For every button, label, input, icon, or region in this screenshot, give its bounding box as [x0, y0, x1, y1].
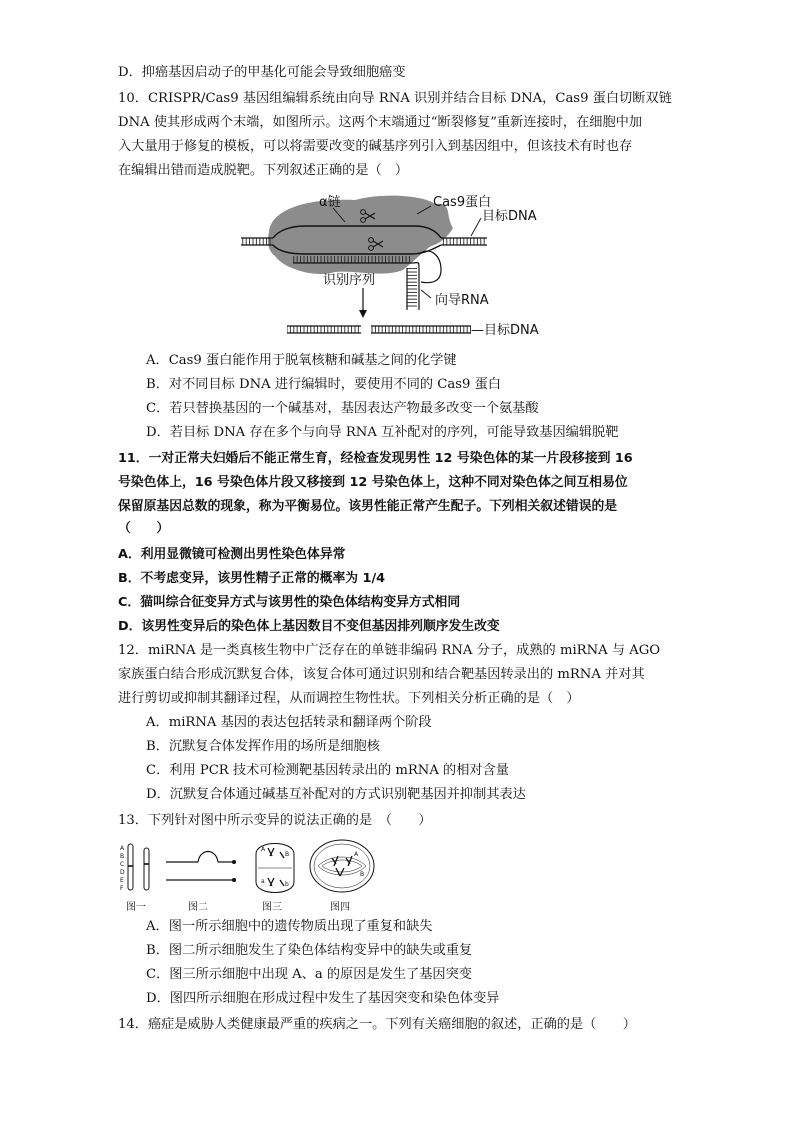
q13-option-a: A．图一所示细胞中的遗传物质出现了重复和缺失	[146, 919, 433, 934]
fig1-gene-b: B	[120, 853, 125, 860]
figure-4-cell	[310, 840, 374, 892]
fig1-gene-c: C	[120, 861, 125, 868]
label-target-dna-bottom: —目标DNA	[471, 323, 539, 338]
q11-stem-line-3: 保留原基因总数的现象，称为平衡易位。该男性能正常产生配子。下列相关叙述错误的是	[118, 499, 618, 514]
fig4-gene-a: A	[354, 851, 359, 858]
q12-option-b: B．沉默复合体发挥作用的场所是细胞核	[146, 739, 380, 754]
q12-stem-line-1: 12．miRNA 是一类真核生物中广泛存在的单链非编码 RNA 分子，成熟的 miRNA 与 AGO	[118, 643, 661, 658]
q10-option-b: B．对不同目标 DNA 进行编辑时，要使用不同的 Cas9 蛋白	[146, 377, 501, 392]
label-recognition-seq: 识别序列	[323, 273, 376, 288]
q12-stem-line-3: 进行剪切或抑制其翻译过程，从而调控生物性状。下列相关分析正确的是（ ）	[118, 691, 580, 706]
q11-stem-line-2: 号染色体上，16 号染色体片段又移接到 12 号染色体上，这种不同对染色体之间互相易位	[118, 475, 628, 490]
q13-option-d: D．图四所示细胞在形成过程中发生了基因突变和染色体变异	[146, 991, 500, 1006]
fig1-gene-e: E	[120, 877, 124, 884]
figure-2-caption: 图二	[188, 902, 208, 913]
q12-stem-line-2: 家族蛋白结合形成沉默复合体，该复合体可通过识别和结合靶基因转录出的 mRNA 并对其	[118, 667, 645, 682]
figure-1-chromosomes	[120, 844, 149, 892]
q12-option-a: A．miRNA 基因的表达包括转录和翻译两个阶段	[146, 715, 432, 730]
label-target-dna-top: 目标DNA	[482, 209, 537, 224]
fig1-gene-a: A	[120, 845, 125, 852]
fig4-gene-b: B	[360, 871, 365, 878]
fig3-gene-b-upper: B	[285, 851, 290, 858]
label-cas9: Cas9蛋白	[433, 195, 492, 210]
q10-option-a: A．Cas9 蛋白能作用于脱氧核糖和碱基之间的化学键	[146, 353, 457, 368]
q11-option-d: D．该男性变异后的染色体上基因数目不变但基因排列顺序发生改变	[118, 619, 500, 634]
figure-2-loop	[166, 852, 236, 883]
q11-option-c: C．猫叫综合征变异方式与该男性的染色体结构变异方式相同	[118, 595, 461, 610]
q10-stem-line-1: 10．CRISPR/Cas9 基因组编辑系统由向导 RNA 识别并结合目标 DNA，Cas9 蛋白切断双链	[118, 91, 672, 106]
q9-option-d: D．抑癌基因启动子的甲基化可能会导致细胞癌变	[118, 65, 406, 80]
figure-4-caption: 图四	[330, 902, 350, 913]
fig3-gene-b-lower: b	[285, 881, 289, 888]
q10-option-c: C．若只替换基因的一个碱基对，基因表达产物最多改变一个氨基酸	[146, 401, 539, 416]
figure-1-caption: 图一	[126, 902, 146, 913]
q13-stem: 13．下列针对图中所示变异的说法正确的是 （ ）	[118, 813, 432, 828]
q10-stem-line-2: DNA 使其形成两个末端，如图所示。这两个末端通过“断裂修复”重新连接时，在细胞中加	[118, 115, 643, 130]
fig3-gene-a-upper: A	[261, 846, 266, 853]
figure-3-caption: 图三	[262, 902, 282, 913]
q11-option-a: A．利用显微镜可检测出男性染色体异常	[118, 547, 346, 562]
fig1-gene-d: D	[120, 869, 125, 876]
label-guide-rna: 向导RNA	[435, 293, 489, 308]
q12-option-c: C．利用 PCR 技术可检测靶基因转录出的 mRNA 的相对含量	[146, 763, 509, 778]
q11-stem-line-4: （ ）	[118, 521, 170, 536]
q11-option-b: B．不考虑变异，该男性精子正常的概率为 1/4	[118, 571, 386, 586]
q10-option-d: D．若目标 DNA 存在多个与向导 RNA 互补配对的序列，可能导致基因编辑脱靶	[146, 425, 619, 440]
variation-figures	[118, 836, 398, 916]
figure-3-cell	[256, 844, 294, 893]
q10-stem-line-4: 在编辑出错而造成脱靶。下列叙述正确的是（ ）	[118, 163, 409, 178]
crispr-figure	[235, 186, 555, 346]
q13-option-b: B．图二所示细胞发生了染色体结构变异中的缺失或重复	[146, 943, 473, 958]
q13-option-c: C．图三所示细胞中出现 A、a 的原因是发生了基因突变	[146, 967, 472, 982]
fig3-gene-a-lower: a	[261, 878, 265, 885]
q12-option-d: D．沉默复合体通过碱基互补配对的方式识别靶基因并抑制其表达	[146, 787, 526, 802]
label-alpha-chain: α链	[319, 195, 341, 210]
q10-stem-line-3: 入大量用于修复的模板，可以将需要改变的碱基序列引入到基因组中，但该技术有时也存	[118, 139, 633, 154]
q14-stem: 14．癌症是威胁人类健康最严重的疾病之一。下列有关癌细胞的叙述，正确的是（ ）	[118, 1017, 636, 1032]
fig1-gene-f: F	[120, 885, 124, 892]
q11-stem-line-1: 11．一对正常夫妇婚后不能正常生育，经检查发现男性 12 号染色体的某一片段移接到 16	[118, 451, 633, 466]
